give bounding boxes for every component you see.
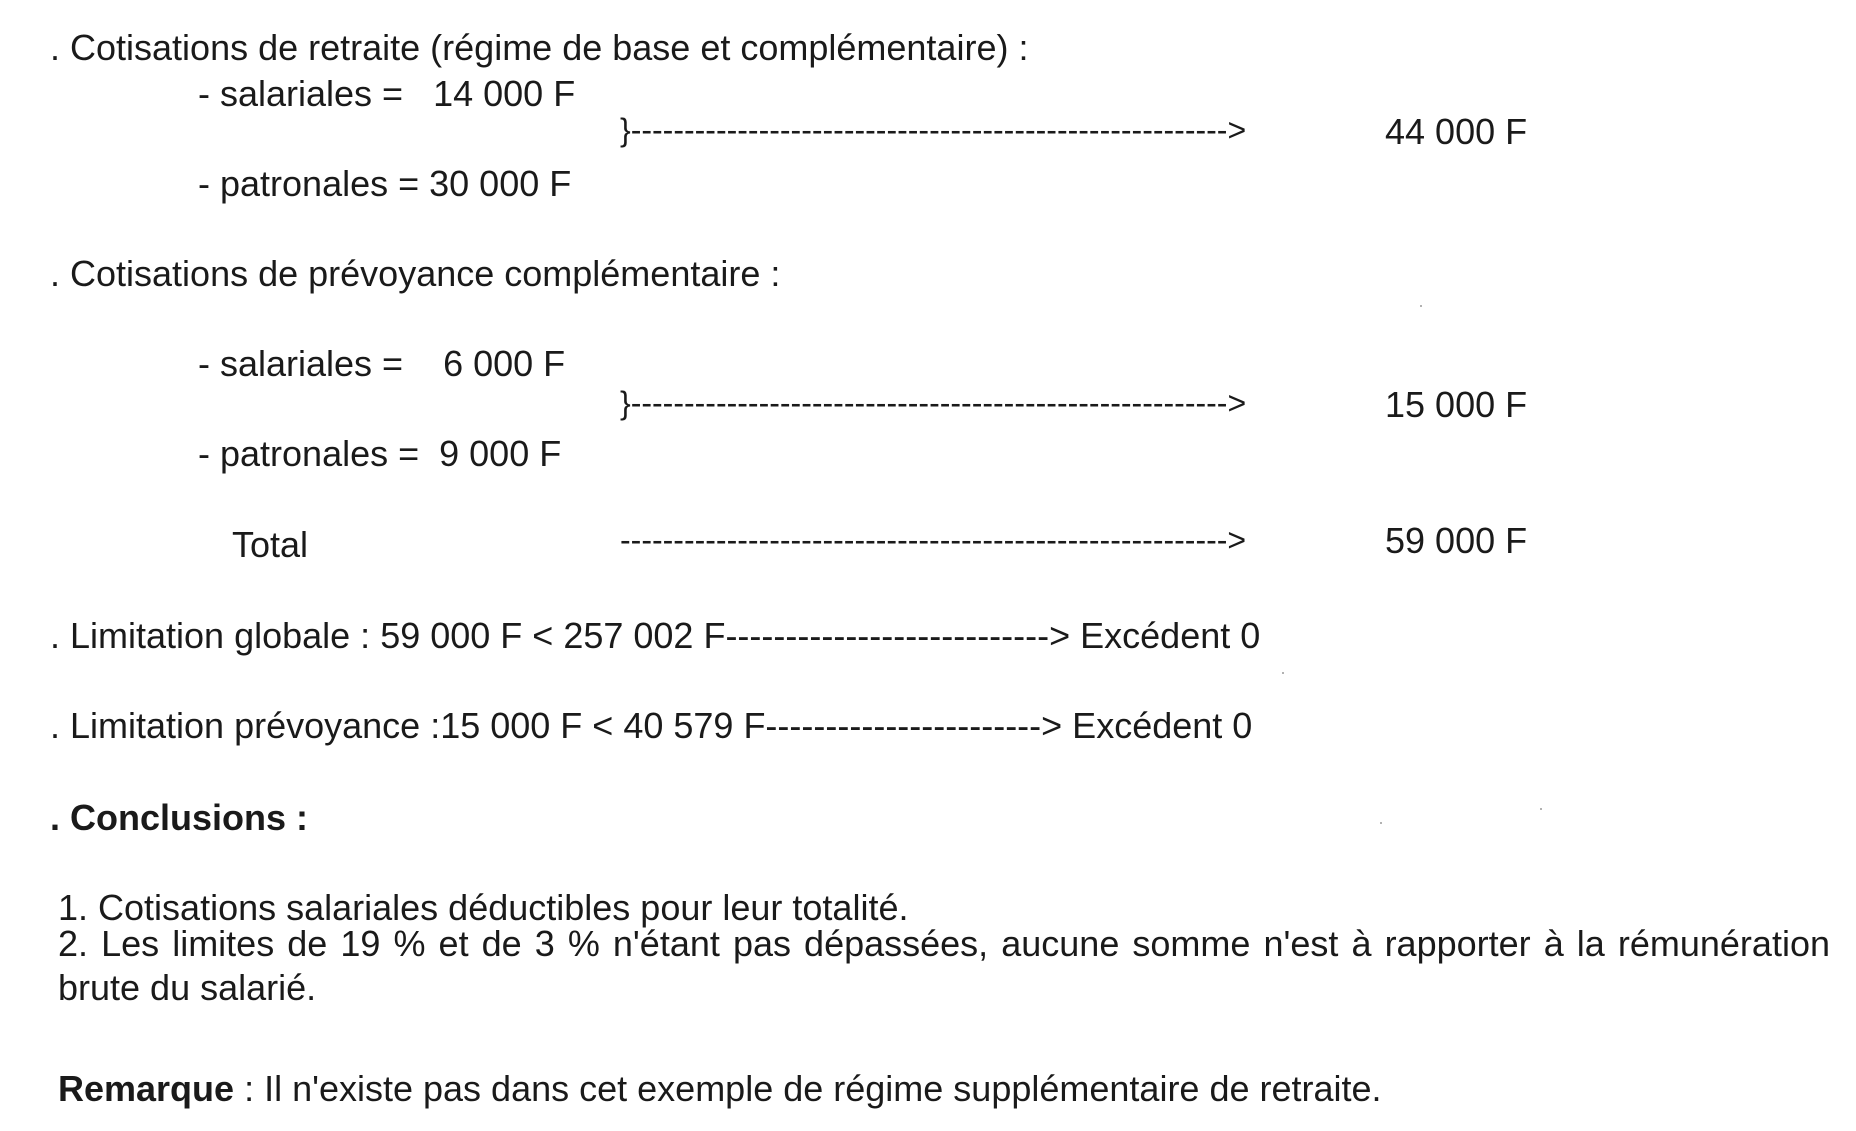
prevoyance-salariales: - salariales = 6 000 F — [198, 343, 566, 384]
conclusions-heading: . Conclusions : — [50, 797, 309, 838]
prevoyance-heading: . Cotisations de prévoyance complémentaire : — [50, 253, 781, 294]
remarque — [58, 1068, 1382, 1109]
retraite-heading: . Cotisations de retraite (régime de base et complémentaire) : — [50, 27, 1029, 68]
limitation-globale: . Limitation globale : 59 000 F < 257 002 F---------------------------> Excédent 0 — [50, 615, 1261, 656]
prevoyance-total: 15 000 F — [1385, 384, 1528, 425]
grand-total-label: Total — [232, 524, 309, 565]
retraite-salariales: - salariales = 14 000 F — [198, 73, 576, 114]
conclusion-item-2: 2. Les limites de 19 % et de 3 % n'étant pas dépassées, aucune somme n'est à rapporter à la rémunération brute du salarié. — [58, 923, 1830, 1008]
retraite-patronales: - patronales = 30 000 F — [198, 163, 572, 204]
conclusion-item-1: 1. Cotisations salariales déductibles pour leur totalité. — [58, 887, 909, 928]
scan-speck — [1282, 672, 1284, 674]
retraite-arrow: }--------------------------------------------------------> — [620, 112, 1247, 148]
grand-total-value: 59 000 F — [1385, 520, 1528, 561]
scan-speck — [1540, 808, 1542, 810]
grand-total-arrow: ---------------------------------------------------------> — [620, 522, 1247, 558]
scan-speck — [1420, 305, 1422, 307]
prevoyance-arrow: }--------------------------------------------------------> — [620, 385, 1247, 421]
remarque-text: : Il n'existe pas dans cet exemple de régime supplémentaire de retraite. — [234, 1068, 1382, 1109]
scan-speck — [1380, 822, 1382, 824]
prevoyance-patronales: - patronales = 9 000 F — [198, 433, 562, 474]
remarque-label: Remarque — [58, 1068, 235, 1109]
limitation-prevoyance: . Limitation prévoyance :15 000 F < 40 579 F-----------------------> Excédent 0 — [50, 705, 1253, 746]
retraite-total: 44 000 F — [1385, 111, 1528, 152]
